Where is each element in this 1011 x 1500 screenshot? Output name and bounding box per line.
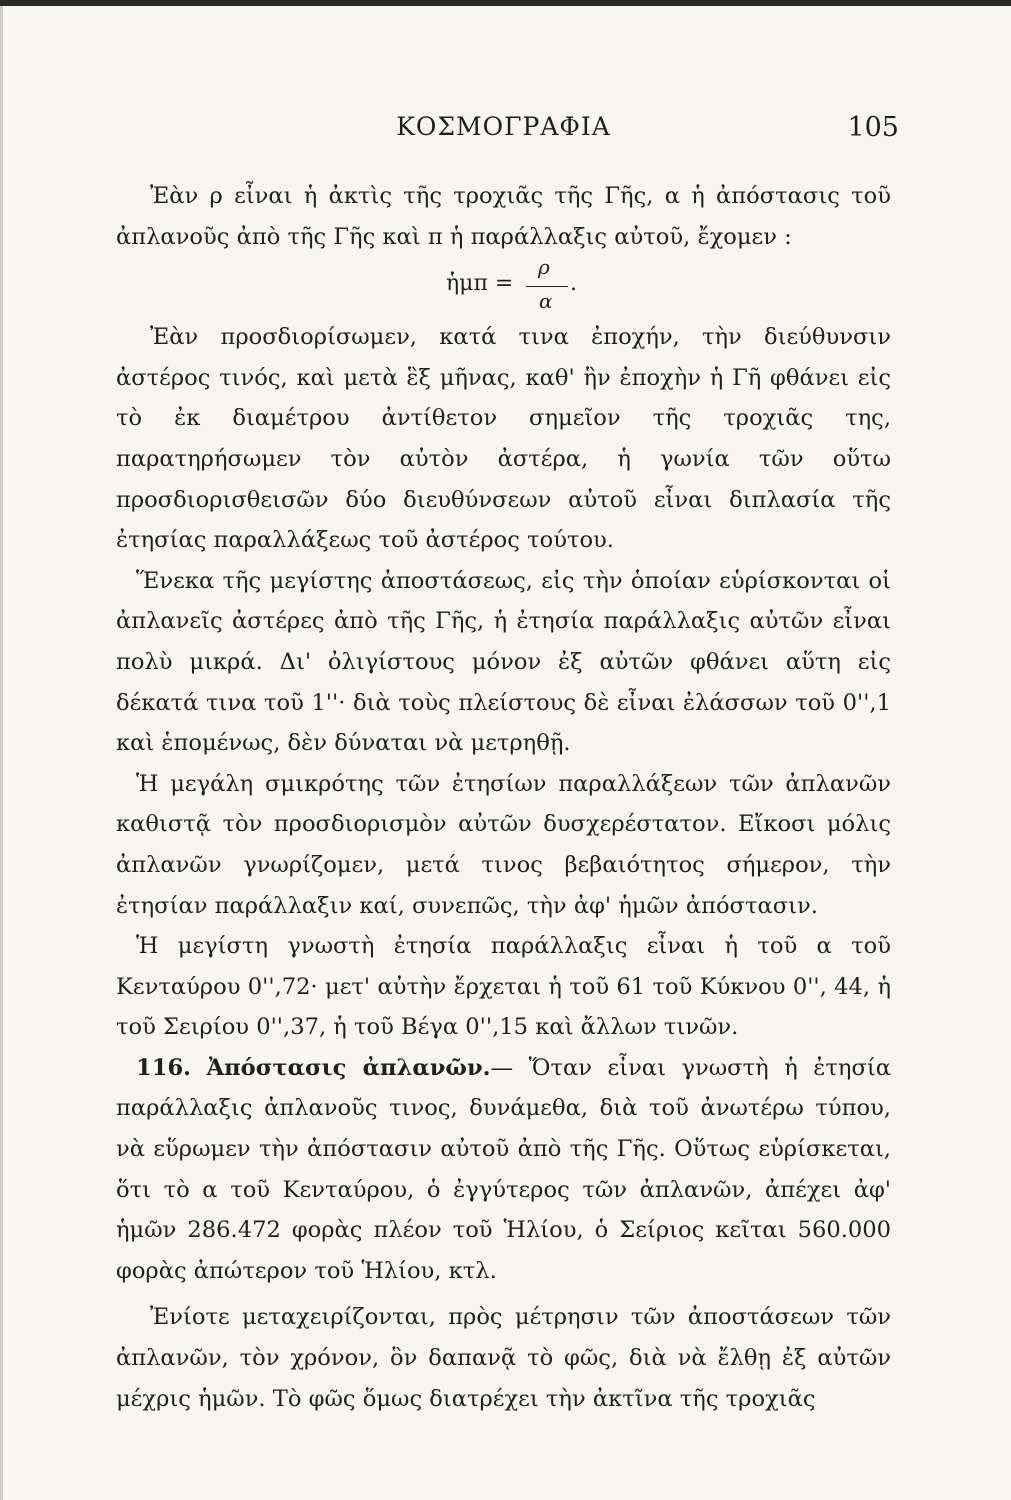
formula-numerator: ρ bbox=[538, 255, 550, 280]
paragraph-1: Ἐὰν ρ εἶναι ἡ ἀκτὶς τῆς τροχιᾶς τῆς Γῆς, α ἡ ἀπόστασις τοῦ ἀπλανοῦς ἀπὸ τῆς Γῆς καὶ π ἡ παράλλαξις αὐτοῦ, ἔχομεν : bbox=[116, 183, 891, 250]
paragraph-7: Ἐνίοτε μεταχειρίζονται, πρὸς μέτρησιν τῶν ἀποστάσεων τῶν ἀπλανῶν, τὸν χρόνον, ὃν δαπανᾷ τὸ φῶς, διὰ νὰ ἔλθῃ ἐξ αὐτῶν μέχρις ἡμῶν. Τὸ φῶς ὅμως διατρέχει τὴν ἀκτῖνα τῆς τροχιᾶς bbox=[116, 1304, 891, 1412]
fraction-bar bbox=[526, 286, 568, 287]
section-title: Ἀπόστασις ἀπλανῶν. bbox=[206, 1054, 491, 1081]
running-header bbox=[116, 112, 899, 152]
book-page bbox=[116, 112, 899, 1419]
paragraph-5: Ἡ μεγίστη γνωστὴ ἐτησία παράλλαξις εἶναι ἡ τοῦ α τοῦ Κενταύρου 0'',72· μετ' αὐτὴν ἔρχεται ἡ τοῦ 61 τοῦ Κύκνου 0'', 44, ἡ τοῦ Σειρίου 0'',37, ἡ τοῦ Βέγα 0'',15 καὶ ἄλλων τινῶν. bbox=[116, 933, 891, 1041]
formula-denominator: α bbox=[539, 289, 553, 314]
paragraph-2: Ἐὰν προσδιορίσωμεν, κατά τινα ἐποχήν, τὴν διεύθυνσιν ἀστέρος τινός, καὶ μετὰ ἓξ μῆνας, καθ' ἣν ἐποχὴν ἡ Γῆ φθάνει εἰς τὸ ἐκ διαμέτρου ἀντίθετον σημεῖον τῆς τροχιᾶς της, παρατηρήσωμεν τὸν αὐτὸν ἀστέρα, ἡ γωνία τῶν οὕτω προσδιορισθεισῶν δύο διευθύνσεων αὐτοῦ εἶναι διπλασία τῆς ἐτησίας παραλλάξεως τοῦ ἀστέρος τούτου. bbox=[116, 324, 891, 554]
section-text: — Ὅταν εἶναι γνωστὴ ἡ ἐτησία παράλλαξις ἀπλανοῦς τινος, δυνάμεθα, διὰ τοῦ ἀνωτέρω τύπου, νὰ εὕρωμεν τὴν ἀπόστασιν αὐτοῦ ἀπὸ τῆς Γῆς. Οὕτως εὑρίσκεται, ὅτι τὸ α τοῦ Κενταύρου, ὁ ἐγγύτερος τῶν ἀπλανῶν, ἀπέχει ἀφ' ἡμῶν 286.472 φορὰς πλέον τοῦ Ἡλίου, ὁ Σείριος κεῖται 560.000 φορὰς ἀπώτερον τοῦ Ἡλίου, κτλ. bbox=[116, 1054, 892, 1284]
formula-lhs: ἡμπ = bbox=[446, 271, 514, 297]
page-number: 105 bbox=[847, 112, 899, 143]
formula-end: . bbox=[570, 271, 577, 297]
paragraph-4: Ἡ μεγάλη σμικρότης τῶν ἐτησίων παραλλάξεων τῶν ἀπλανῶν καθιστᾷ τὸν προσδιορισμὸν αὐτῶν δυσχερέστατον. Εἴκοσι μόλις ἀπλανῶν γνωρίζομεν, μετά τινος βεβαιότητος σήμερον, τὴν ἐτησίαν παράλλαξιν καί, συνεπῶς, τὴν ἀφ' ἡμῶν ἀπόστασιν. bbox=[116, 770, 891, 919]
scan-top-edge bbox=[0, 0, 1011, 6]
section-number: 116. bbox=[136, 1054, 192, 1081]
parallax-formula bbox=[116, 255, 891, 321]
paragraph-3: Ἕνεκα τῆς μεγίστης ἀποστάσεως, εἰς τὴν ὁποίαν εὑρίσκονται οἱ ἀπλανεῖς ἀστέρες ἀπὸ τῆς Γῆς, ἡ ἐτησία παράλλαξις αὐτῶν εἶναι πολὺ μικρά. Δι' ὀλιγίστους μόνον ἐξ αὐτῶν φθάνει αὕτη εἰς δέκατά τινα τοῦ 1''· διὰ τοὺς πλείστους δὲ εἶναι ἐλάσσων τοῦ 0'',1 καὶ ἑπομένως, δὲν δύναται νὰ μετρηθῇ. bbox=[116, 567, 891, 757]
section-116 bbox=[116, 1048, 891, 1292]
scan-left-edge bbox=[0, 6, 3, 1500]
page-title: ΚΟΣΜΟΓΡΑΦΙΑ bbox=[396, 112, 611, 141]
